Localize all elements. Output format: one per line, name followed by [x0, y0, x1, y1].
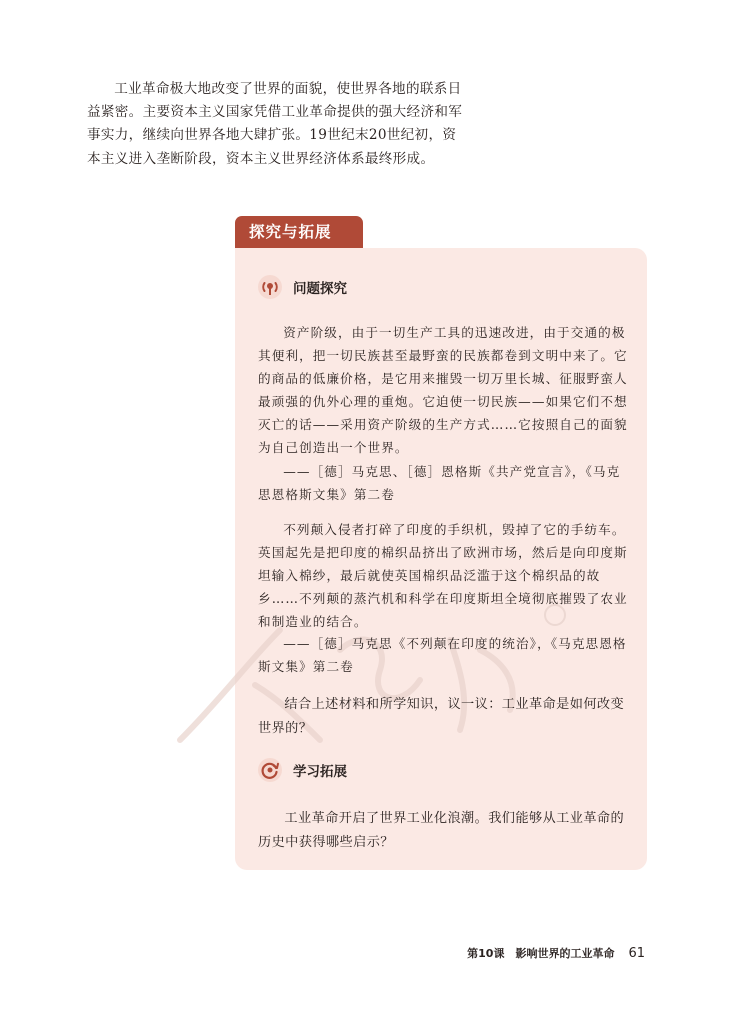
refresh-icon — [257, 757, 283, 783]
inquiry-section-header — [257, 274, 347, 300]
intro-paragraph: 工业革命极大地改变了世界的面貌，使世界各地的联系日益紧密。主要资本主义国家凭借工业革命提供的强大经济和军事实力，继续向世界各地大肆扩张。19世纪末20世纪初，资本主义进入垄断阶段，资本主义世界经济体系最终形成。 — [87, 81, 463, 167]
inquiry-title: 问题探究 — [293, 281, 347, 297]
quote-british-rule-india: 不列颠入侵者打碎了印度的手织机，毁掉了它的手纺车。英国起先是把印度的棉织品挤出了欧洲市场，然后是向印度斯坦输入棉纱，最后就使英国棉织品泛滥于这个棉织品的故乡……不列颠的蒸汽机和科学在印度斯坦全境彻底摧毁了农业和制造业的结合。 — [258, 522, 628, 630]
quote-source-2: ——［德］马克思《不列颠在印度的统治》，《马克思恩格斯文集》第二卷 — [258, 636, 627, 675]
extension-title: 学习拓展 — [293, 764, 347, 780]
page-number: 61 — [628, 946, 645, 961]
explore-extend-tab: 探究与拓展 — [235, 216, 363, 248]
inquiry-task: 结合上述材料和所学知识，议一议：工业革命是如何改变世界的？ — [258, 697, 625, 736]
extension-task: 工业革命开启了世界工业化浪潮。我们能够从工业革命的历史中获得哪些启示？ — [258, 811, 625, 850]
quote-source-1: ——［德］马克思、［德］恩格斯《共产党宣言》，《马克思恩格斯文集》第二卷 — [258, 464, 621, 503]
page-footer — [467, 945, 645, 961]
lesson-title: 第10课 影响世界的工业革命 — [467, 947, 615, 960]
quote-communist-manifesto: 资产阶级，由于一切生产工具的迅速改进，由于交通的极其便利，把一切民族甚至最野蛮的民族都卷到文明中来了。它的商品的低廉价格，是它用来摧毁一切万里长城、征服野蛮人最顽强的仇外心理的重炮。它迫使一切民族——如果它们不想灭亡的话——采用资产阶级的生产方式……它按照自己的面貌为自己创造出一个世界。 — [258, 325, 628, 456]
broadcast-icon — [257, 274, 283, 300]
extension-section-header — [257, 757, 347, 783]
